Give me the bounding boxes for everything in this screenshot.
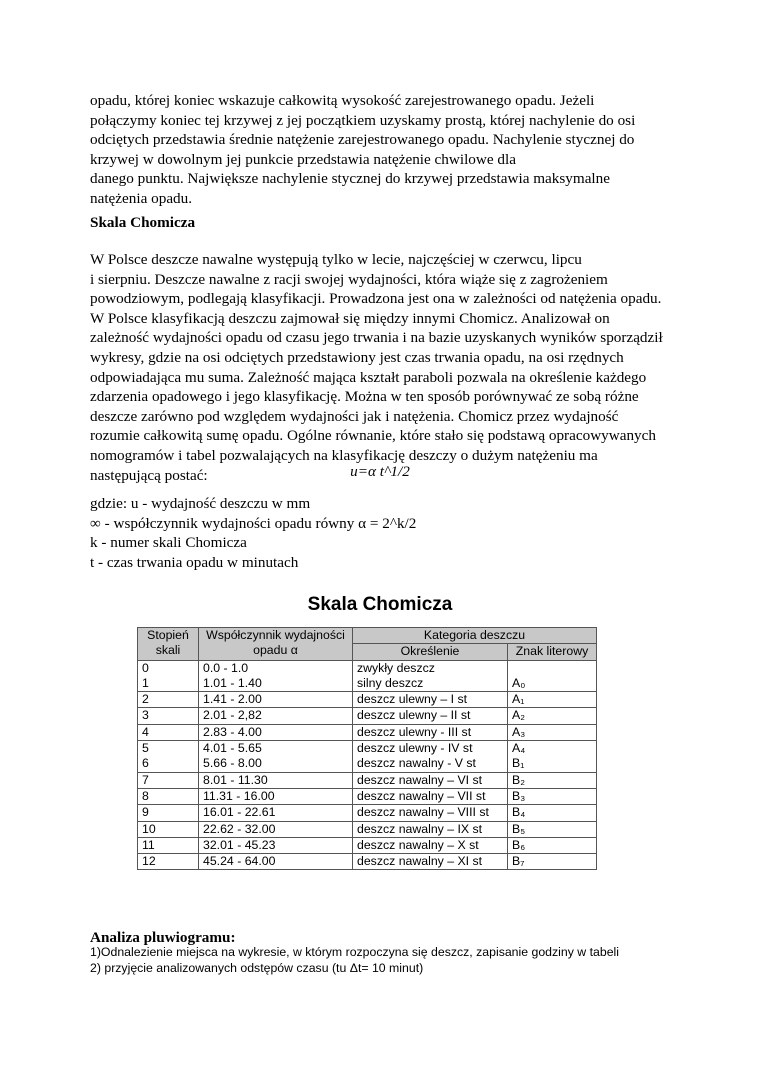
chomicz-table [137, 627, 597, 870]
cell-okr: deszcz nawalny – VI st [353, 772, 508, 788]
cell-stopien: 1 [138, 676, 199, 692]
table-row [138, 692, 597, 708]
legend-line: gdzie: u - wydajność deszczu w mm [90, 495, 311, 512]
table-row [138, 788, 597, 804]
cell-okr: deszcz nawalny - V st [353, 756, 508, 772]
header-wspolczynnik: Współczynnik wydajności opadu α [199, 628, 353, 661]
table-row [138, 821, 597, 837]
cell-znak: B₃ [508, 788, 597, 804]
cell-znak: B₂ [508, 772, 597, 788]
header-kategoria: Kategoria deszczu [353, 628, 597, 644]
cell-stopien: 2 [138, 692, 199, 708]
text-line: nomogramów i tabel pozwalających na klasyfikację deszczy o dużym natężeniu ma [90, 446, 598, 464]
cell-znak: B₄ [508, 805, 597, 821]
cell-wsp: 2.01 - 2,82 [199, 708, 353, 724]
body-paragraph [90, 250, 690, 485]
text-line: krzywej w dowolnym jej punkcie przedstawia natężenie chwilowe dla [90, 150, 516, 168]
cell-okr: deszcz nawalny – IX st [353, 821, 508, 837]
cell-znak: A₁ [508, 692, 597, 708]
table-row [138, 741, 597, 757]
cell-znak: A₂ [508, 708, 597, 724]
cell-stopien: 8 [138, 788, 199, 804]
text-line: wykresy, gdzie na osi odciętych przedstawiony jest czas trwania opadu, na osi rzędnych [90, 348, 624, 366]
text-line: i sierpniu. Deszcze nawalne z racji swojej wydajności, która wiąże się z zagrożeniem [90, 270, 608, 288]
cell-wsp: 32.01 - 45.23 [199, 837, 353, 853]
text-line: danego punktu. Największe nachylenie stycznej do krzywej przedstawia maksymalne [90, 170, 610, 188]
header-znak: Znak literowy [508, 644, 597, 660]
text-line: opadu, której koniec wskazuje całkowitą wysokość zarejestrowanego opadu. Jeżeli [90, 92, 595, 109]
cell-stopien: 11 [138, 837, 199, 853]
table-row [138, 756, 597, 772]
table-row [138, 854, 597, 870]
cell-znak [508, 660, 597, 676]
header-okreslenie: Określenie [353, 644, 508, 660]
cell-znak: A₃ [508, 724, 597, 740]
table-row [138, 660, 597, 676]
cell-stopien: 0 [138, 660, 199, 676]
cell-okr: deszcz ulewny – II st [353, 708, 508, 724]
text-line: natężenia opadu. [90, 189, 193, 207]
cell-wsp: 16.01 - 22.61 [199, 805, 353, 821]
legend-line: ∞ - współczynnik wydajności opadu równy α = 2^k/2 [90, 514, 417, 532]
cell-stopien: 9 [138, 805, 199, 821]
table-row [138, 708, 597, 724]
cell-stopien: 3 [138, 708, 199, 724]
cell-okr: deszcz nawalny – VII st [353, 788, 508, 804]
table-row [138, 772, 597, 788]
text-line: powodziowym, podlegają klasyfikacji. Prowadzona jest ona w zależności od natężenia opadu. [90, 290, 662, 308]
analysis-heading: Analiza pluwiogramu: [90, 929, 236, 946]
cell-wsp: 5.66 - 8.00 [199, 756, 353, 772]
cell-stopien: 5 [138, 741, 199, 757]
analysis-step: 1)Odnalezienie miejsca na wykresie, w którym rozpoczyna się deszcz, zapisanie godziny w tabeli [90, 945, 620, 959]
cell-znak: B₇ [508, 854, 597, 870]
cell-okr: deszcz nawalny – XI st [353, 854, 508, 870]
cell-wsp: 11.31 - 16.00 [199, 788, 353, 804]
table-row [138, 724, 597, 740]
table-title: Skala Chomicza [307, 594, 453, 615]
formula-legend [90, 494, 690, 572]
cell-stopien: 7 [138, 772, 199, 788]
legend-line: t - czas trwania opadu w minutach [90, 553, 299, 571]
cell-wsp: 1.01 - 1.40 [199, 676, 353, 692]
analysis-step: 2) przyjęcie analizowanych odstępów czasu (tu Δt= 10 minut) [90, 960, 424, 975]
cell-stopien: 4 [138, 724, 199, 740]
cell-stopien: 12 [138, 854, 199, 870]
cell-wsp: 8.01 - 11.30 [199, 772, 353, 788]
cell-okr: deszcz nawalny – X st [353, 837, 508, 853]
cell-okr: deszcz ulewny – I st [353, 692, 508, 708]
legend-line: k - numer skali Chomicza [90, 534, 247, 552]
header-stopien: Stopień skali [138, 628, 199, 661]
text-line: deszcze zarówno pod względem wydajności jak i natężenia. Chomicz przez wydajność [90, 407, 619, 425]
section-heading: Skala Chomicza [90, 214, 196, 231]
text-line: W Polsce klasyfikacją deszczu zajmował się między innymi Chomicz. Analizował on [90, 309, 610, 327]
cell-okr: silny deszcz [353, 676, 508, 692]
cell-znak: B₅ [508, 821, 597, 837]
cell-wsp: 2.83 - 4.00 [199, 724, 353, 740]
cell-znak: B₁ [508, 756, 597, 772]
table-row [138, 805, 597, 821]
cell-okr: zwykły deszcz [353, 660, 508, 676]
text-line: zależność wydajności opadu od czasu jego trwania i na bazie uzyskanych wyników sporządził [90, 329, 663, 347]
cell-wsp: 45.24 - 64.00 [199, 854, 353, 870]
cell-wsp: 22.62 - 32.00 [199, 821, 353, 837]
table-row [138, 837, 597, 853]
cell-okr: deszcz ulewny - III st [353, 724, 508, 740]
text-line: odpowiadająca mu suma. Zależność mająca kształt paraboli pozwala na określenie każdego [90, 368, 647, 386]
text-line: zdarzenia opadowego i jego klasyfikację. Można w ten sposób porównywać ze sobą różne [90, 388, 639, 406]
cell-znak: A₄ [508, 741, 597, 757]
cell-stopien: 10 [138, 821, 199, 837]
text-line: rozumie całkowitą sumę opadu. Ogólne równanie, które stało się podstawą opracowywanych [90, 427, 656, 445]
cell-znak: A₀ [508, 676, 597, 692]
cell-okr: deszcz nawalny – VIII st [353, 805, 508, 821]
formula: u=α t^1/2 [350, 463, 410, 480]
analysis-steps [90, 945, 619, 976]
text-line: następującą postać: [90, 466, 208, 484]
cell-znak: B₆ [508, 837, 597, 853]
text-line: W Polsce deszcze nawalne występują tylko w lecie, najczęściej w czerwcu, lipcu [90, 251, 582, 268]
cell-wsp: 4.01 - 5.65 [199, 741, 353, 757]
cell-wsp: 1.41 - 2.00 [199, 692, 353, 708]
cell-stopien: 6 [138, 756, 199, 772]
cell-wsp: 0.0 - 1.0 [199, 660, 353, 676]
cell-okr: deszcz ulewny - IV st [353, 741, 508, 757]
intro-paragraph [90, 91, 690, 209]
text-line: połączymy koniec tej krzywej z jej początkiem uzyskamy prostą, której nachylenie do osi [90, 111, 636, 129]
text-line: odciętych przedstawia średnie natężenie zarejestrowanego opadu. Nachylenie stycznej do [90, 131, 635, 149]
table-row [138, 676, 597, 692]
